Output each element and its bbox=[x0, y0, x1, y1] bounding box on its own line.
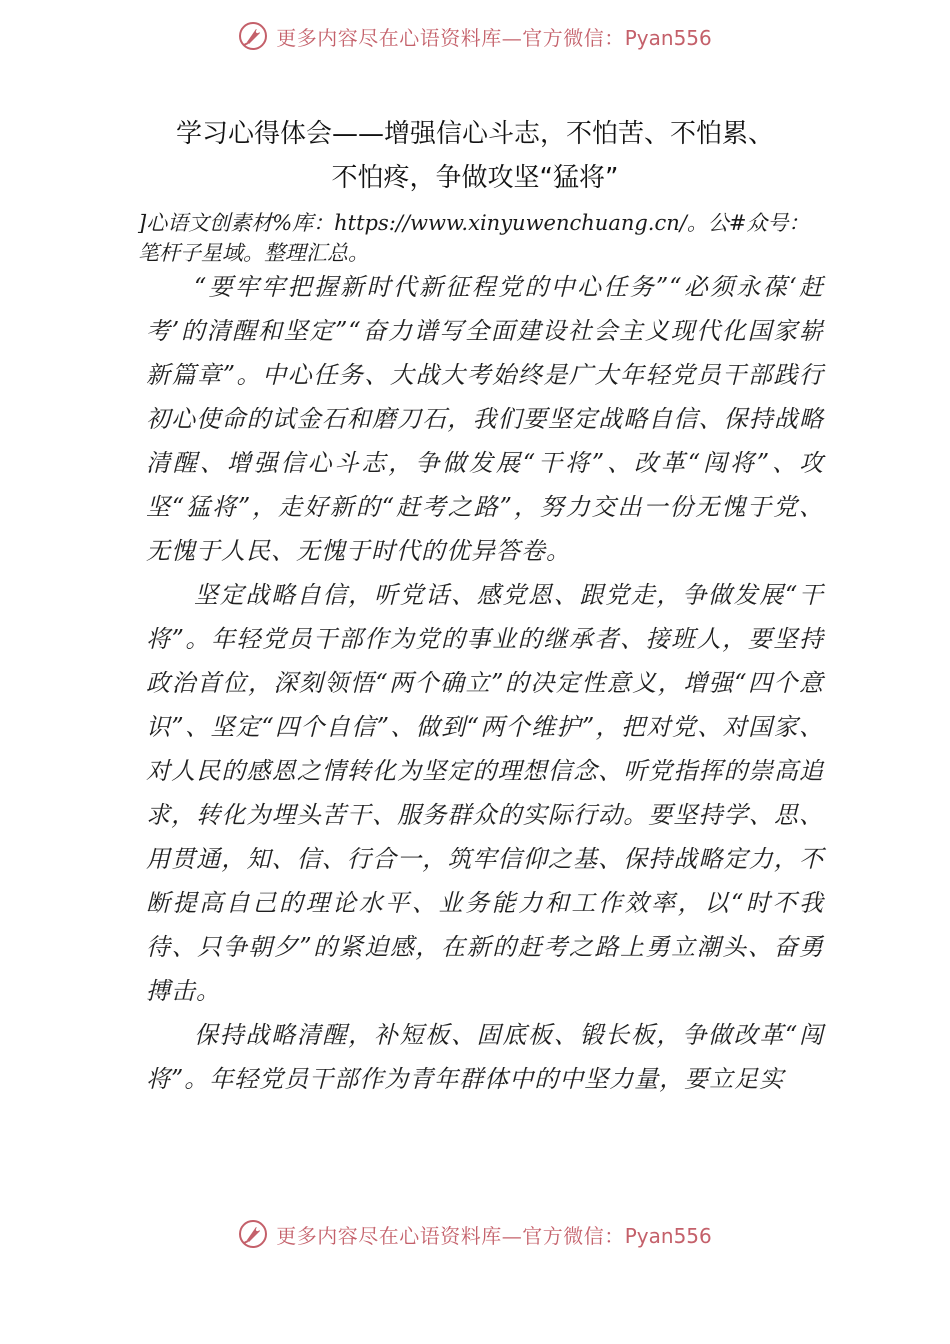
document-title bbox=[0, 112, 950, 200]
pen-nib-logo-icon bbox=[238, 21, 268, 51]
pen-nib-logo-icon bbox=[238, 1219, 268, 1249]
banner-text: 更多内容尽在心语资料库—官方微信：Pyan556 bbox=[276, 25, 712, 50]
banner-text: 更多内容尽在心语资料库—官方微信：Pyan556 bbox=[276, 1223, 712, 1248]
header-banner bbox=[0, 16, 950, 56]
title-line-2: 不怕疼，争做攻坚“猛将” bbox=[331, 163, 619, 193]
paragraph: “要牢牢把握新时代新征程党的中心任务”“必须永葆‘赶考’的清醒和坚定”“奋力谱写全面建设社会主义现代化国家崭新篇章”。中心任务、大战大考始终是广大年轻党员干部践行初心使命的试金石和磨刀石，我们要坚定战略自信、保持战略清醒、增强信心斗志，争做发展“干将”、改革“闯将”、攻坚“猛将”，走好新的“赶考之路”，努力交出一份无愧于党、无愧于人民、无愧于时代的优异答卷。 bbox=[146, 273, 824, 565]
document-body bbox=[146, 265, 824, 1101]
banner-handle: Pyan556 bbox=[624, 25, 712, 50]
banner-handle: Pyan556 bbox=[624, 1223, 712, 1248]
source-note: ]心语文创素材%库：https://www.xinyuwenchuang.cn/。公#众号：笔杆子星域。整理汇总。 bbox=[138, 211, 810, 265]
title-line-1: 学习心得体会——增强信心斗志，不怕苦、不怕累、 bbox=[175, 119, 774, 149]
paragraph: 保持战略清醒，补短板、固底板、锻长板，争做改革“闯将”。年轻党员干部作为青年群体中的中坚力量，要立足实 bbox=[146, 1021, 824, 1093]
footer-banner bbox=[0, 1214, 950, 1254]
paragraph: 坚定战略自信，听党话、感党恩、跟党走，争做发展“干将”。年轻党员干部作为党的事业的继承者、接班人，要坚持政治首位，深刻领悟“两个确立”的决定性意义，增强“四个意识”、坚定“四个自信”、做到“两个维护”，把对党、对国家、对人民的感恩之情转化为坚定的理想信念、听党指挥的崇高追求，转化为埋头苦干、服务群众的实际行动。要坚持学、思、用贯通，知、信、行合一，筑牢信仰之基、保持战略定力，不断提高自己的理论水平、业务能力和工作效率，以“时不我待、只争朝夕”的紧迫感，在新的赶考之路上勇立潮头、奋勇搏击。 bbox=[146, 581, 824, 1005]
